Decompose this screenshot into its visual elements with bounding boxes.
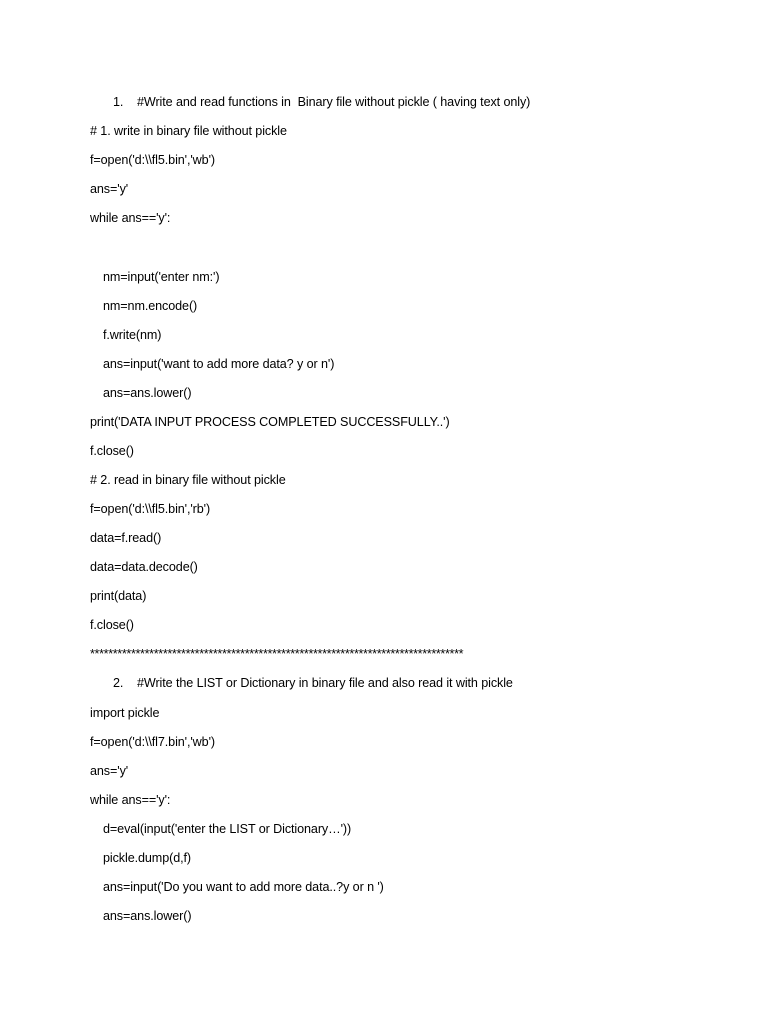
code-line: import pickle (90, 706, 160, 720)
code-line: f=open('d:\\fl7.bin','wb') (90, 735, 215, 749)
section2-heading-number: 2. (113, 676, 124, 690)
code-line: nm=nm.encode() (103, 299, 198, 313)
code-line: f.close() (90, 618, 134, 632)
code-line: f=open('d:\\fl5.bin','wb') (90, 153, 215, 167)
code-line: pickle.dump(d,f) (103, 851, 191, 865)
code-line: data=f.read() (90, 531, 162, 545)
code-line: ans=input('want to add more data? y or n') (103, 357, 335, 371)
code-line: d=eval(input('enter the LIST or Dictionary…')) (103, 822, 352, 836)
code-line: f.close() (90, 444, 134, 458)
code-line: f=open('d:\\fl5.bin','rb') (90, 502, 211, 516)
code-line: # 1. write in binary file without pickle (90, 124, 287, 138)
separator-line: ********************************************************************************** (90, 647, 464, 661)
code-line: while ans=='y': (90, 211, 171, 225)
code-line: data=data.decode() (90, 560, 198, 574)
code-line: nm=input('enter nm:') (103, 270, 220, 284)
code-line: ans=ans.lower() (103, 909, 192, 923)
code-line: # 2. read in binary file without pickle (90, 473, 286, 487)
code-line: ans=input('Do you want to add more data..?y or n ') (103, 880, 384, 894)
code-line: while ans=='y': (90, 793, 171, 807)
section1-heading-number: 1. (113, 95, 124, 109)
code-line: ans=ans.lower() (103, 386, 192, 400)
section2-heading: #Write the LIST or Dictionary in binary file and also read it with pickle (137, 676, 513, 690)
code-line: ans='y' (90, 764, 129, 778)
code-line: print(data) (90, 589, 147, 603)
code-line: f.write(nm) (103, 328, 162, 342)
section1-heading: #Write and read functions in Binary file without pickle ( having text only) (137, 95, 531, 109)
code-line: ans='y' (90, 182, 129, 196)
code-line: print('DATA INPUT PROCESS COMPLETED SUCCESSFULLY..') (90, 415, 450, 429)
